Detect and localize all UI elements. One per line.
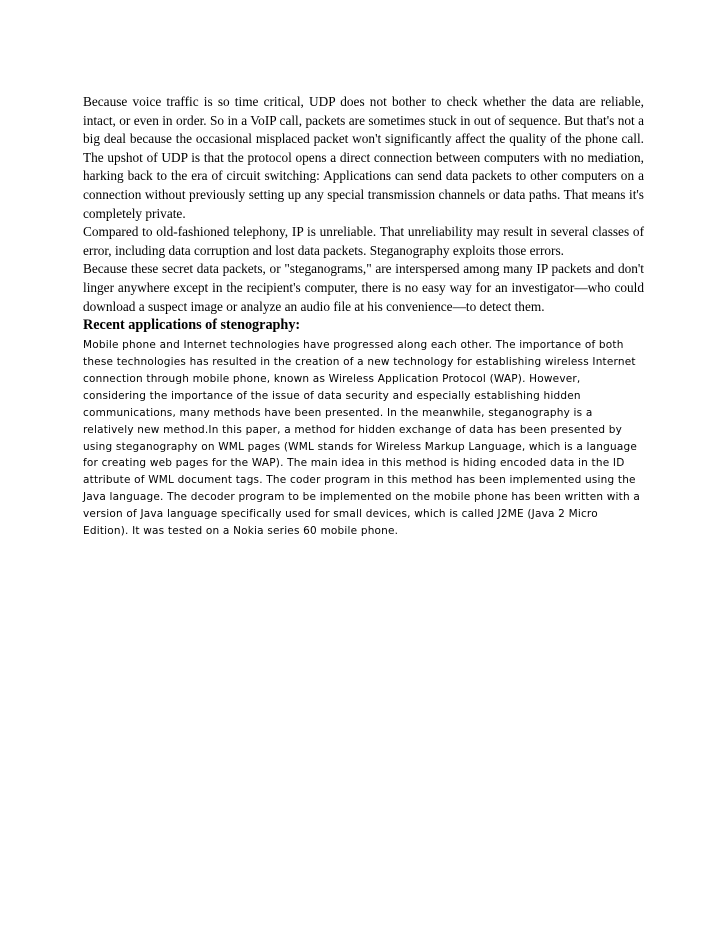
paragraph-mobile-steganography: Mobile phone and Internet technologies have progressed along each other. The importance of both these technologies has resulted in the creation of a new technology for establishing wireless Internet connection through mobile phone, known as Wireless Application Protocol (WAP). However, considering the importance of the issue of data security and especially establishing hidden communications, many methods have been presented. In the meanwhile, steganography is a relatively new method.In this paper, a method for hidden exchange of data has been presented by using steganography on WML pages (WML stands for Wireless Markup Language, which is a language for creating web pages for the WAP). The main idea in this method is hiding encoded data in the ID attribute of WML document tags. The coder program in this method has been implemented using the Java language. The decoder program to be implemented on the mobile phone has been written with a version of Java language specifically used for small devices, which is called J2ME (Java 2 Micro Edition). It was tested on a Nokia series 60 mobile phone. [83, 339, 641, 538]
section-heading: Recent applications of stenography: [83, 317, 301, 334]
paragraph-ip-unreliable: Compared to old-fashioned telephony, IP is unreliable. That unreliability may result in several classes of error, including data corruption and lost data packets. Steganography exploits those errors. [83, 224, 644, 258]
intro-text-block [83, 93, 644, 316]
document-page [83, 93, 644, 540]
paragraph-udp: Because voice traffic is so time critical, UDP does not bother to check whether the data are reliable, intact, or even in order. So in a VoIP call, packets are sometimes stuck in out of sequence. But that's not a big deal because the occasional misplaced packet won't significantly affect the quality of the phone call. The upshot of UDP is that the protocol opens a direct connection between computers with no mediation, harking back to the era of circuit switching: Applications can send data packets to other computers on a connection without previously setting up any special transmission channels or data paths. That means it's completely private. [83, 94, 644, 221]
section-text-block [83, 337, 644, 540]
paragraph-steganograms: Because these secret data packets, or "steganograms," are interspersed among many IP packets and don't linger anywhere except in the recipient's computer, there is no easy way for an investigator—who could download a suspect image or analyze an audio file at his convenience—to detect them. [83, 261, 644, 314]
